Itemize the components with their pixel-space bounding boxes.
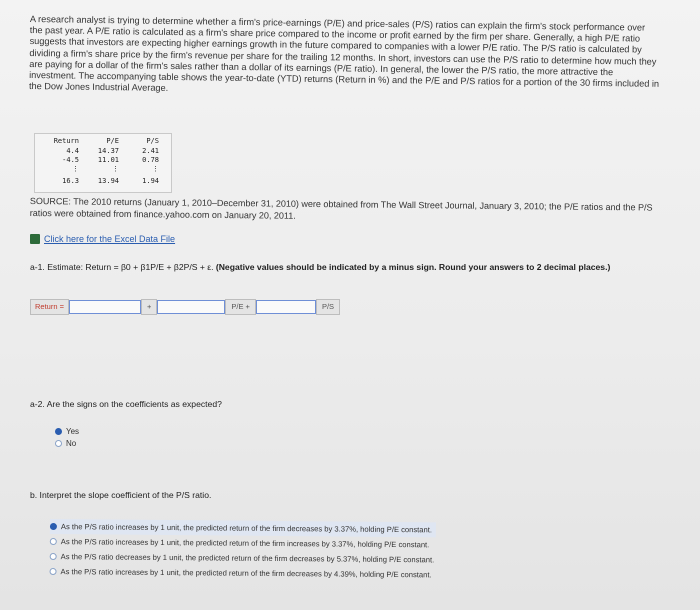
slope-option-4[interactable] [49, 564, 435, 582]
table-row [39, 177, 159, 185]
table-cell: 2.41 [142, 147, 159, 155]
radio-icon[interactable] [50, 553, 57, 560]
option-no[interactable] [55, 437, 79, 449]
pe-label: P/E + [225, 299, 256, 315]
plus-sign: + [141, 299, 157, 315]
table-cell: 11.01 [97, 156, 119, 164]
question-a1 [30, 262, 670, 273]
table-header-row [39, 137, 159, 145]
table-row [39, 156, 159, 164]
question-a1-prefix: a-1. Estimate: Return = β0 + β1P/E + β2P/S + ε. [30, 262, 216, 272]
table-row [39, 147, 159, 155]
table-ellipsis: ⋮ [152, 165, 159, 173]
table-cell: 1.94 [142, 177, 159, 185]
radio-icon[interactable] [50, 568, 57, 575]
question-a1-instruction: (Negative values should be indicated by a minus sign. Round your answers to 2 decimal places.) [215, 262, 611, 272]
table-cell: 16.3 [62, 177, 79, 185]
regression-equation [30, 299, 340, 315]
question-b: b. Interpret the slope coefficient of the P/S ratio. [30, 490, 212, 500]
option-label: As the P/S ratio increases by 1 unit, the predicted return of the firm increases by 3.37%, holding P/E constant. [60, 537, 430, 550]
option-label: As the P/S ratio increases by 1 unit, the predicted return of the firm decreases by 3.37%, holding P/E constant. [60, 522, 432, 535]
table-ellipsis: ⋮ [112, 165, 119, 173]
table-header-ps: P/S [146, 137, 159, 145]
excel-data-link[interactable] [30, 234, 175, 244]
table-header-pe: P/E [106, 137, 119, 145]
slope-interpretation-options [49, 519, 436, 582]
table-cell: 0.78 [142, 156, 159, 164]
excel-file-icon [30, 234, 40, 244]
excel-link-label: Click here for the Excel Data File [44, 234, 176, 244]
radio-icon[interactable] [55, 440, 62, 447]
table-cell: 14.37 [97, 147, 119, 155]
source-note: SOURCE: The 2010 returns (January 1, 2010–December 31, 2010) were obtained from The Wall Street Journal, January 3, 2010; the P/E ratios and the P/S ratios were obtained from finance.yahoo.com on January 20, 2011. [29, 196, 653, 221]
radio-selected-icon[interactable] [50, 523, 57, 530]
option-yes[interactable] [55, 425, 79, 437]
signs-expected-options [55, 425, 79, 449]
data-table [34, 133, 172, 193]
return-label: Return = [30, 299, 69, 315]
option-label: Yes [66, 426, 80, 436]
question-a2: a-2. Are the signs on the coefficients as expected? [30, 399, 222, 409]
table-cell: 13.94 [97, 177, 119, 185]
table-cell: -4.5 [62, 156, 79, 164]
option-label: No [66, 438, 77, 448]
table-header-return: Return [53, 137, 79, 145]
radio-icon[interactable] [50, 538, 57, 545]
table-ellipsis: ⋮ [72, 165, 79, 173]
table-cell: 4.4 [66, 147, 79, 155]
option-label: As the P/S ratio decreases by 1 unit, the predicted return of the firm decreases by 5.37%, holding P/E constant. [60, 552, 435, 565]
ps-coefficient-input[interactable] [256, 300, 316, 314]
table-ellipsis-row [39, 165, 159, 173]
ps-label: P/S [316, 299, 340, 315]
option-label: As the P/S ratio increases by 1 unit, the predicted return of the firm decreases by 4.39%, holding P/E constant. [60, 567, 432, 580]
intercept-input[interactable] [69, 300, 141, 314]
pe-coefficient-input[interactable] [157, 300, 225, 314]
problem-statement: A research analyst is trying to determine whether a firm's price-earnings (P/E) and price-sales (P/S) ratios can explain the firm's stock performance over the past year. A P/E ratio is calculated as a firm's share price compared to the income or profit earned by the firm per share. Generally, a high P/E ratio suggests that investors are expecting higher earnings growth in the future compared to companies with a lower P/E ratio. The P/S ratio is calculated by dividing a firm's share price by the firm's revenue per share for the trailing 12 months. In short, investors can use the P/S ratio to determine how much they are paying for a dollar of the firm's sales rather than a dollar of its earnings (P/E ratio). In general, the lower the P/S ratio, the more attractive the investment. The accompanying table shows the year-to-date (YTD) returns (Return in %) and the P/E and P/S ratios for a portion of the 30 firms included in the Dow Jones Industrial Average. [28, 14, 660, 94]
radio-selected-icon[interactable] [55, 428, 62, 435]
